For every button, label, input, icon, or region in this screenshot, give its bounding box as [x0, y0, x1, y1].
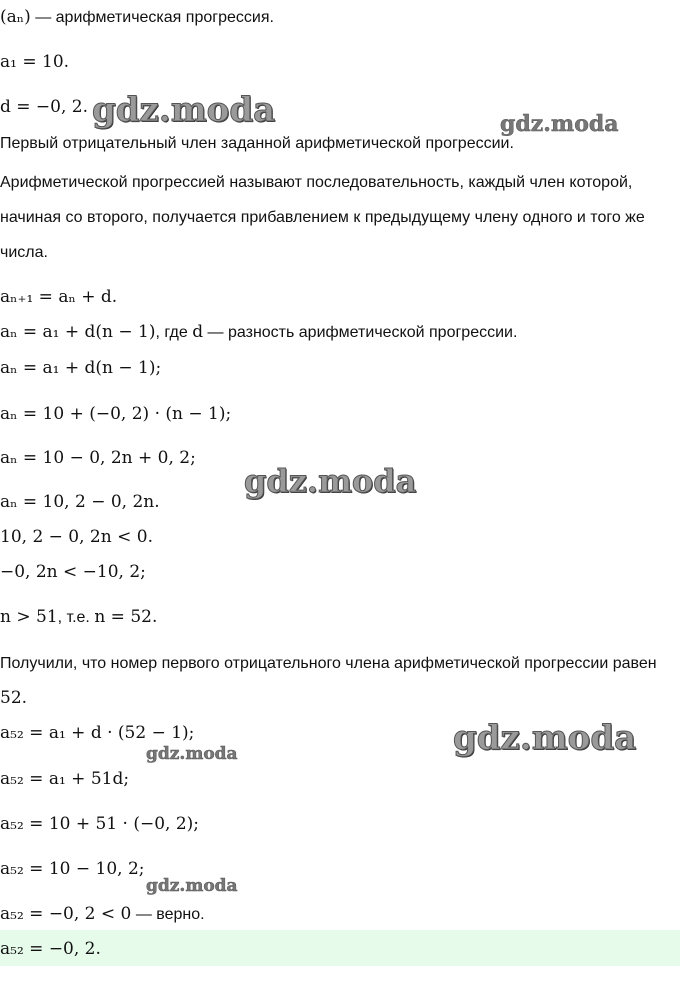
watermark-2: gdz.moda — [500, 111, 619, 137]
formula-step-3: aₙ = 10 − 0, 2n + 0, 2; — [0, 448, 196, 468]
definition-paragraph: Арифметической прогрессией называют последовательность, каждый член которой, начиная со второго, получается прибавлением к предыдущему члену одного и того же числа. — [0, 174, 645, 261]
math-n-gt: n > 51 — [0, 607, 58, 627]
text-correct: — верно. — [131, 906, 205, 923]
formula-step-1: aₙ = a₁ + d(n − 1); — [0, 358, 162, 378]
line-a1 — [0, 51, 69, 73]
check-step-5 — [0, 903, 205, 925]
inequality-2: −0, 2n < −10, 2; — [0, 562, 146, 582]
conclusion-paragraph — [0, 646, 678, 716]
line-progression — [0, 6, 274, 28]
answer-text: a₅₂ = −0, 2. — [0, 939, 101, 959]
math-d-symbol: d — [192, 322, 204, 342]
check-step-2: a₅₂ = a₁ + 51d; — [0, 769, 130, 789]
text-task: Первый отрицательный член заданной арифметической прогрессии. — [0, 135, 514, 152]
conclusion-text: Получили, что номер первого отрицательного члена арифметической прогрессии равен — [0, 655, 657, 672]
formula-step-2: aₙ = 10 + (−0, 2) · (n − 1); — [0, 404, 232, 424]
watermark-4: gdz.moda — [453, 718, 637, 758]
line-general-formula — [0, 321, 517, 343]
check-step-4: a₅₂ = 10 − 10, 2; — [0, 859, 145, 879]
answer-highlight — [0, 930, 680, 966]
text-progression: — арифметическая прогрессия. — [30, 9, 274, 26]
math-an: (aₙ) — [0, 7, 31, 27]
formula-step-4: aₙ = 10, 2 − 0, 2n. — [0, 492, 160, 512]
math-general-formula: aₙ = a₁ + d(n − 1) — [0, 322, 156, 342]
text-where: , где — [155, 324, 193, 341]
watermark-1: gdz.moda — [92, 90, 276, 130]
line-task — [0, 133, 514, 155]
check-step-1: a₅₂ = a₁ + d · (52 − 1); — [0, 723, 195, 743]
math-a1: a₁ = 10. — [0, 52, 70, 72]
conclusion-number: 52. — [0, 688, 28, 708]
check-step-3: a₅₂ = 10 + 51 · (−0, 2); — [0, 814, 200, 834]
line-n-result — [0, 606, 157, 628]
math-check-final: a₅₂ = −0, 2 < 0 — [0, 904, 132, 924]
watermark-5: gdz.moda — [146, 744, 238, 764]
text-ie: , т.е. — [57, 609, 95, 626]
inequality-1: 10, 2 − 0, 2n < 0. — [0, 527, 153, 547]
line-d — [0, 96, 88, 118]
formula-recurrence: aₙ₊₁ = aₙ + d. — [0, 287, 118, 307]
math-d: d = −0, 2. — [0, 97, 89, 117]
watermark-3: gdz.moda — [244, 462, 417, 500]
math-n-eq: n = 52. — [94, 607, 158, 627]
text-difference: — разность арифметической прогрессии. — [203, 324, 518, 341]
watermark-6: gdz.moda — [146, 876, 238, 896]
